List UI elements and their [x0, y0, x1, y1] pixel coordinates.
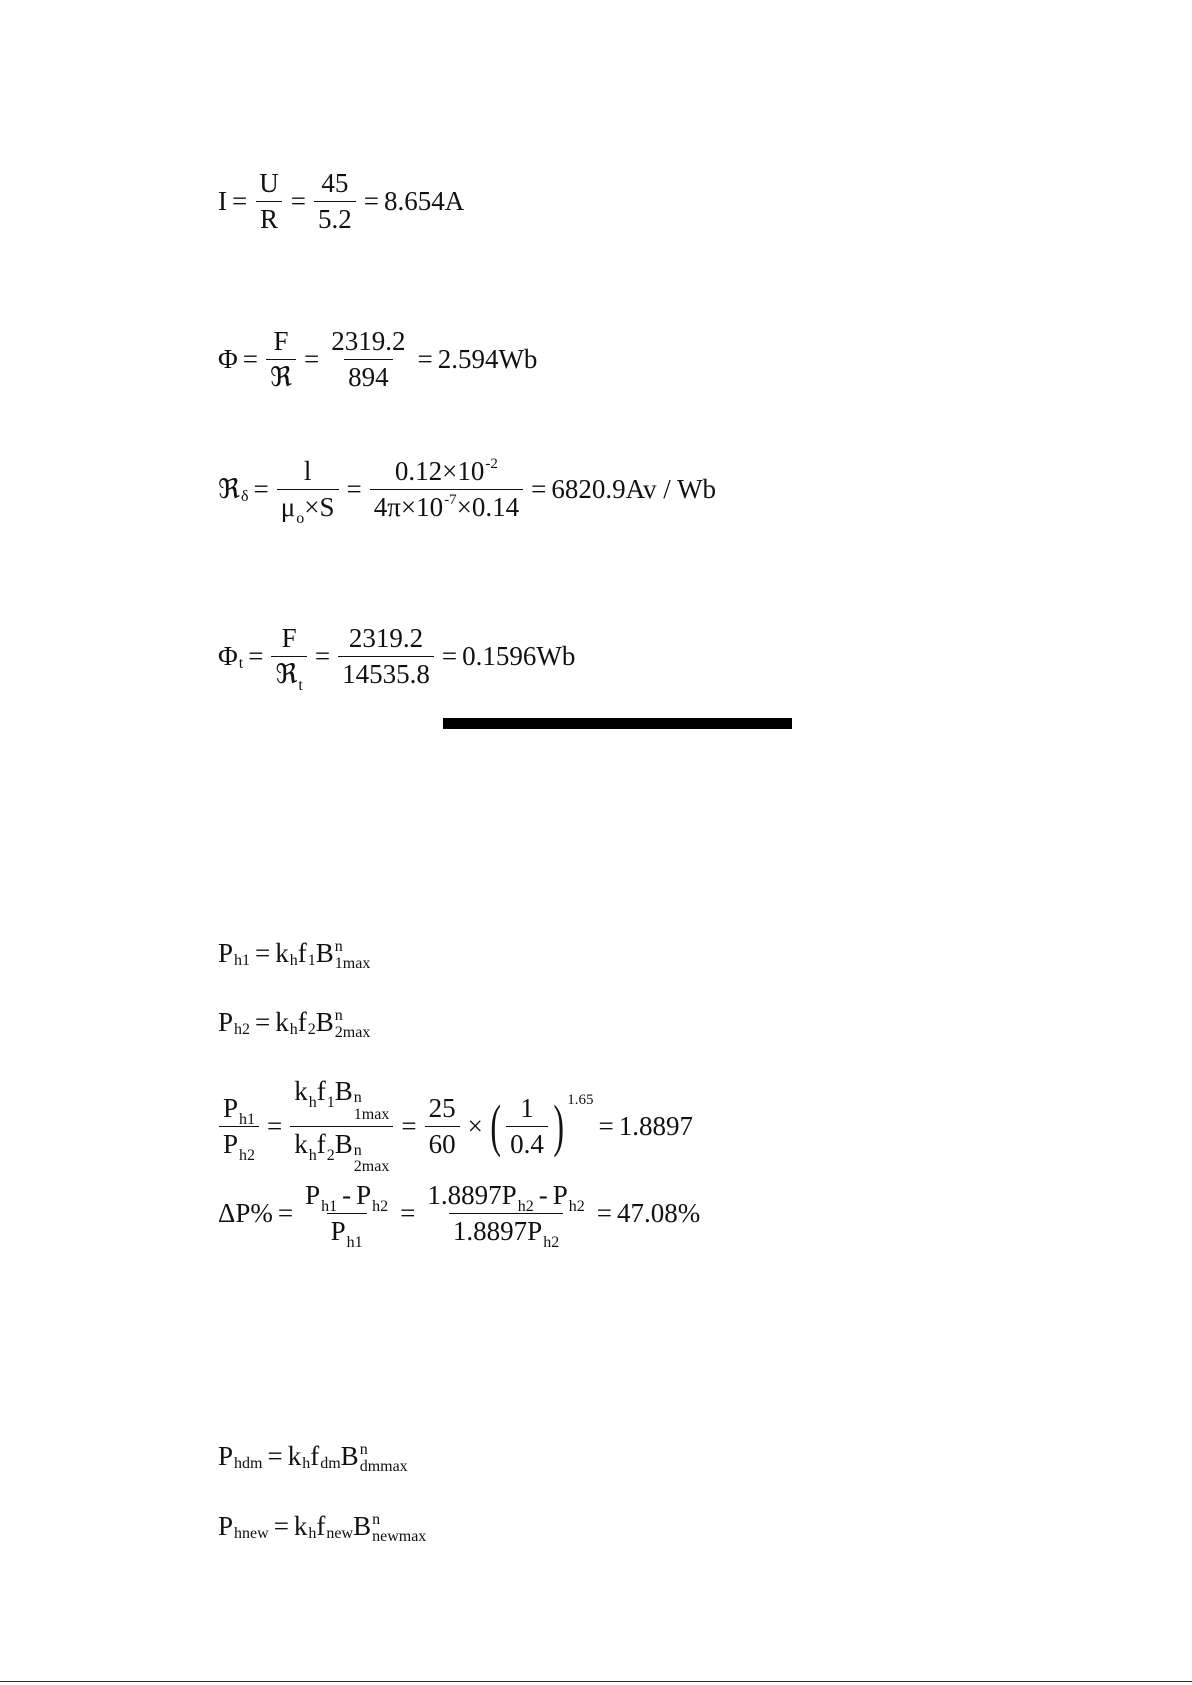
- equation-flux: [218, 328, 537, 391]
- fraction: [255, 170, 283, 233]
- eq2-result: 2.594Wb: [437, 344, 538, 374]
- subscript: h2: [239, 1146, 256, 1164]
- exponent: 1.65: [567, 1091, 594, 1108]
- subscript: h1: [346, 1234, 363, 1251]
- subscript: t: [298, 677, 303, 694]
- right-paren: ): [553, 1093, 564, 1159]
- superscript: -7: [444, 492, 457, 508]
- equals-sign: =: [255, 1007, 271, 1038]
- p-symbol: P: [330, 1216, 346, 1246]
- denominator: 0.4: [506, 1126, 548, 1158]
- equation-reluctance-gap: [218, 456, 717, 527]
- b-symbol: B: [334, 1076, 353, 1106]
- numerator: [290, 1078, 393, 1126]
- subscript: h1: [234, 951, 251, 969]
- eq9-lhs: P: [218, 1441, 234, 1472]
- equals-sign: =: [255, 938, 271, 969]
- superscript: n: [372, 1511, 381, 1528]
- subscript: 2max: [353, 1158, 390, 1176]
- coefficient: 1.8897: [427, 1180, 502, 1210]
- equals-sign: =: [267, 1110, 283, 1141]
- numerator: [219, 1092, 259, 1128]
- equals-sign: =: [417, 344, 433, 374]
- left-paren: (: [490, 1093, 501, 1159]
- mu-symbol: μ: [280, 492, 296, 522]
- b-symbol: B: [315, 938, 334, 969]
- eq1-lhs: I: [218, 186, 227, 216]
- b-symbol: B: [315, 1007, 334, 1038]
- subscript: dmmax: [359, 1457, 408, 1475]
- equals-sign: =: [253, 474, 269, 504]
- equals-sign: =: [248, 641, 264, 671]
- sub-superscript: [335, 939, 371, 973]
- subscript: h2: [568, 1198, 585, 1215]
- eq1-result: 8.654A: [383, 186, 465, 216]
- subscript: 1: [307, 951, 316, 969]
- denominator: R: [256, 201, 282, 233]
- p-symbol: P: [501, 1180, 517, 1210]
- k-symbol: k: [275, 938, 289, 969]
- equation-hysteresis-2: [218, 1006, 370, 1040]
- eq4-lhs: Φ: [218, 641, 238, 671]
- fraction: [301, 1180, 392, 1251]
- fraction: [277, 456, 339, 527]
- horizontal-rule: [443, 718, 792, 729]
- equals-sign: =: [232, 186, 248, 216]
- minus-sign: -: [342, 1180, 352, 1210]
- superscript: n: [353, 1141, 362, 1159]
- equals-sign: =: [314, 641, 331, 671]
- subscript: 1: [326, 1094, 335, 1111]
- denominator: [271, 656, 306, 694]
- numerator: 25: [428, 1092, 456, 1123]
- fraction: [327, 328, 409, 391]
- subscript: h1: [239, 1110, 256, 1128]
- subscript: hnew: [234, 1524, 269, 1542]
- equation-hysteresis-1: [218, 937, 370, 971]
- subscript: h2: [543, 1234, 560, 1251]
- subscript: o: [296, 510, 305, 527]
- equals-sign: =: [273, 1511, 289, 1542]
- k-symbol: k: [294, 1128, 308, 1159]
- f-symbol: f: [316, 1511, 326, 1542]
- subscript: h2: [517, 1198, 534, 1215]
- page-bottom-border: [0, 1681, 1192, 1682]
- denominator: ℜ: [266, 359, 296, 391]
- subscript: 2max: [334, 1023, 371, 1041]
- p-symbol: P: [552, 1180, 568, 1210]
- b-symbol: B: [340, 1441, 359, 1472]
- f-symbol: f: [316, 1076, 326, 1106]
- fraction: [266, 328, 296, 391]
- numerator-part: 0.12×10: [394, 456, 485, 486]
- minus-sign: -: [538, 1180, 548, 1210]
- equals-sign: =: [303, 344, 320, 374]
- fraction: [423, 1180, 588, 1251]
- fraction: [506, 1092, 548, 1159]
- denominator-part: 4π×10: [373, 492, 444, 522]
- equation-ohms-law: [218, 170, 464, 233]
- numerator: [391, 458, 502, 489]
- equation-hysteresis-ratio: [216, 1078, 693, 1174]
- fraction: [290, 1078, 393, 1174]
- superscript: n: [334, 938, 343, 955]
- numerator: 2319.2: [348, 623, 424, 653]
- p-symbol: P: [223, 1128, 239, 1159]
- eq3-result: 6820.9Av / Wb: [551, 474, 717, 504]
- superscript: n: [334, 1007, 343, 1024]
- subscript: h: [308, 1146, 317, 1164]
- numerator: [301, 1182, 392, 1213]
- denominator: 5.2: [314, 201, 356, 233]
- subscript: hdm: [234, 1454, 263, 1472]
- numerator: U: [259, 168, 279, 198]
- eq7-result: 1.8897: [618, 1110, 693, 1141]
- f-symbol: f: [297, 938, 307, 969]
- equation-hysteresis-dm: [218, 1440, 408, 1474]
- subscript: newmax: [372, 1527, 427, 1545]
- fraction: [314, 170, 356, 233]
- b-symbol: B: [353, 1511, 372, 1542]
- subscript: t: [238, 654, 244, 672]
- k-symbol: k: [275, 1007, 289, 1038]
- numerator: 1: [520, 1092, 534, 1123]
- subscript: 1max: [334, 954, 371, 972]
- f-symbol: f: [310, 1441, 320, 1472]
- eq8-result: 47.08%: [616, 1198, 701, 1228]
- fraction: [271, 623, 306, 694]
- fraction: [338, 625, 434, 688]
- denominator-part: ×S: [304, 492, 335, 522]
- numerator: 2319.2: [331, 326, 406, 356]
- subscript: dm: [320, 1454, 341, 1472]
- sub-superscript: [354, 1090, 390, 1124]
- equals-sign: =: [598, 1110, 614, 1141]
- k-symbol: k: [287, 1441, 302, 1472]
- k-symbol: k: [293, 1511, 308, 1542]
- equals-sign: =: [267, 1441, 283, 1472]
- k-symbol: k: [294, 1076, 308, 1106]
- numerator: l: [303, 456, 312, 486]
- b-symbol: B: [334, 1128, 353, 1159]
- eq2-lhs: Φ: [218, 344, 238, 374]
- eq4-result: 0.1596Wb: [462, 641, 576, 671]
- p-symbol: P: [356, 1180, 372, 1210]
- subscript: h: [308, 1094, 317, 1111]
- eq5-lhs: P: [218, 938, 234, 969]
- subscript: h2: [372, 1198, 389, 1215]
- equation-hysteresis-new: [218, 1510, 426, 1544]
- superscript: n: [359, 1441, 368, 1458]
- equation-total-flux: [218, 623, 576, 694]
- subscript: h2: [234, 1020, 251, 1038]
- numerator: F: [273, 326, 289, 356]
- denominator: [219, 1126, 259, 1164]
- f-symbol: f: [316, 1128, 326, 1159]
- superscript: n: [353, 1089, 362, 1106]
- denominator: [290, 1126, 393, 1175]
- numerator: [423, 1182, 588, 1213]
- fraction: [370, 458, 523, 521]
- times-sign: ×: [467, 1110, 483, 1141]
- sub-superscript: [372, 1512, 426, 1546]
- equation-percent-change: [218, 1180, 701, 1251]
- eq6-lhs: P: [218, 1007, 234, 1038]
- equals-sign: =: [277, 1198, 294, 1228]
- p-symbol: P: [223, 1092, 239, 1123]
- fraction: [219, 1092, 259, 1164]
- subscript: 2: [307, 1020, 316, 1038]
- equals-sign: =: [400, 1198, 416, 1228]
- subscript: new: [326, 1524, 354, 1542]
- denominator: [449, 1213, 563, 1251]
- sub-superscript: [354, 1143, 390, 1177]
- subscript: h: [308, 1524, 317, 1542]
- denominator: [327, 1213, 367, 1251]
- subscript: δ: [240, 487, 249, 505]
- coefficient: 1.8897: [452, 1216, 528, 1246]
- subscript: h: [289, 951, 298, 969]
- numerator: 45: [321, 168, 349, 198]
- numerator: F: [281, 623, 297, 653]
- p-symbol: P: [527, 1216, 543, 1246]
- eq3-lhs: ℜ: [218, 474, 240, 504]
- denominator: 894: [344, 359, 393, 391]
- denominator-part: ×0.14: [456, 492, 520, 522]
- equals-sign: =: [596, 1198, 612, 1228]
- subscript: h: [289, 1020, 298, 1038]
- eq10-lhs: P: [218, 1511, 234, 1542]
- subscript: h1: [321, 1198, 338, 1215]
- superscript: -2: [485, 456, 498, 472]
- denominator: 14535.8: [338, 656, 434, 688]
- equals-sign: =: [242, 344, 258, 374]
- denominator: [277, 489, 339, 527]
- subscript: 1max: [353, 1105, 390, 1123]
- denominator: [370, 489, 523, 521]
- sub-superscript: [335, 1008, 371, 1042]
- equals-sign: =: [401, 1110, 417, 1141]
- fraction: [425, 1092, 460, 1159]
- equals-sign: =: [363, 186, 379, 216]
- equals-sign: =: [290, 186, 306, 216]
- eq8-lhs: ΔP%: [218, 1198, 273, 1228]
- subscript: 2: [326, 1146, 335, 1164]
- subscript: h: [302, 1454, 311, 1472]
- f-symbol: f: [297, 1007, 307, 1038]
- reluctance-symbol: ℜ: [275, 659, 298, 689]
- equals-sign: =: [441, 641, 458, 671]
- denominator: 60: [425, 1126, 460, 1158]
- equals-sign: =: [531, 474, 547, 504]
- equals-sign: =: [346, 474, 362, 504]
- p-symbol: P: [305, 1180, 321, 1210]
- sub-superscript: [360, 1442, 408, 1476]
